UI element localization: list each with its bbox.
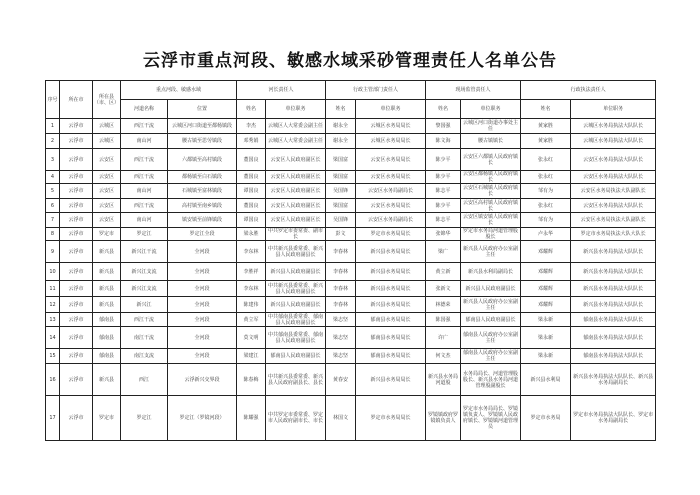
cell-county: 云安区 xyxy=(93,171,121,184)
cell-chief-unit: 郁南县人民政府副县长 xyxy=(266,349,326,364)
cell-site-name: 罗镜镇政府罗镜镇负责人 xyxy=(426,396,461,441)
cell-county: 云安区 xyxy=(93,199,121,213)
cell-admin-unit: 郁南县水务局局长 xyxy=(356,349,426,364)
cell-admin-name: 梁志坚 xyxy=(326,313,356,327)
header-seq: 序号 xyxy=(46,81,60,119)
cell-county: 云城区 xyxy=(93,119,121,134)
cell-site-name: 梁广 xyxy=(426,241,461,263)
cell-seq: 1 xyxy=(46,119,60,134)
cell-seq: 16 xyxy=(46,364,60,396)
cell-site-unit: 水务局局长、河道管理股股长、新兴县水务局河道管理股副股长 xyxy=(461,364,521,396)
cell-location: 全河段 xyxy=(168,297,237,313)
cell-county: 新兴县 xyxy=(93,364,121,396)
cell-admin-unit: 云安区水务局副局长 xyxy=(356,213,426,228)
cell-admin-unit: 新兴县水务局局长 xyxy=(356,364,426,396)
cell-enforce-name: 张永红 xyxy=(521,149,571,171)
cell-admin-unit: 云安区水务局副局长 xyxy=(356,184,426,199)
header-location: 位置 xyxy=(168,100,237,119)
cell-site-name: 陈少平 xyxy=(426,199,461,213)
cell-enforce-unit: 云安区水务局执法大队队长 xyxy=(571,149,656,171)
page-title: 云浮市重点河段、敏感水域采砂管理责任人名单公告 xyxy=(143,51,557,71)
cell-enforce-unit: 罗定市水务局执法大队大队长 xyxy=(571,228,656,241)
table-row xyxy=(46,349,656,364)
cell-chief-name: 陈耀强 xyxy=(237,396,266,441)
cell-river-name: 罗定江 xyxy=(121,396,168,441)
cell-river-name: 南江支流 xyxy=(121,349,168,364)
header-admin-dept: 行政主管部门责任人 xyxy=(326,81,426,100)
cell-chief-unit: 中共新兴县委常委、新兴县人民政府副县长 xyxy=(266,281,326,297)
cell-city: 云浮市 xyxy=(60,199,93,213)
cell-enforce-name: 张永红 xyxy=(521,199,571,213)
table-row xyxy=(46,228,656,241)
cell-site-name: 林德荣 xyxy=(426,297,461,313)
cell-chief-name: 莫文明 xyxy=(237,327,266,349)
cell-county: 云城区 xyxy=(93,134,121,149)
cell-admin-name: 黄春安 xyxy=(326,364,356,396)
cell-river-name: 南江干流 xyxy=(121,327,168,349)
cell-chief-unit: 云安区人民政府副区长 xyxy=(266,149,326,171)
table-row xyxy=(46,241,656,263)
header-river-chief: 河长责任人 xyxy=(237,81,326,100)
cell-river-name: 西江干流 xyxy=(121,171,168,184)
cell-admin-name: 梁国富 xyxy=(326,199,356,213)
cell-admin-unit: 云安区水务局局长 xyxy=(356,199,426,213)
cell-admin-unit: 新兴县水务局局长 xyxy=(356,281,426,297)
header-name-4: 姓名 xyxy=(521,100,571,119)
cell-admin-name: 梁志坚 xyxy=(326,349,356,364)
cell-location: 石城镇至富林镇段 xyxy=(168,184,237,199)
cell-site-unit: 腰古镇镇长 xyxy=(461,134,521,149)
table-row xyxy=(46,281,656,297)
header-name-2: 姓名 xyxy=(326,100,356,119)
cell-site-name: 何文杰 xyxy=(426,349,461,364)
cell-site-name: 陈文海 xyxy=(426,134,461,149)
cell-seq: 8 xyxy=(46,228,60,241)
cell-admin-unit: 新兴县水务局局长 xyxy=(356,241,426,263)
cell-admin-unit: 云安区水务局局长 xyxy=(356,149,426,171)
header-city: 所在市 xyxy=(60,81,93,119)
cell-county: 新兴县 xyxy=(93,281,121,297)
header-river-name: 河道名称 xyxy=(121,100,168,119)
cell-chief-name: 邓秀娟 xyxy=(237,134,266,149)
cell-river-name: 新兴江支流 xyxy=(121,281,168,297)
cell-location: 云浮新兴交界段 xyxy=(168,364,237,396)
cell-enforce-unit: 郁南县水务局执法大队队长 xyxy=(571,327,656,349)
cell-seq: 7 xyxy=(46,213,60,228)
header-county: 所在县（市、区） xyxy=(93,81,121,119)
cell-admin-name: 梁国富 xyxy=(326,149,356,171)
cell-site-name: 陈志平 xyxy=(426,184,461,199)
cell-enforce-unit: 新兴县水务局执法大队队长 xyxy=(571,297,656,313)
header-river-group: 重点河段、敏感水域 xyxy=(121,81,237,100)
header-law-enforcement: 行政执法责任人 xyxy=(521,81,656,100)
table-row xyxy=(46,327,656,349)
cell-site-unit: 新兴县人民政府办公室副主任 xyxy=(461,297,521,313)
cell-enforce-name: 张永红 xyxy=(521,171,571,184)
cell-site-unit: 新兴县人民政府办公室副主任 xyxy=(461,241,521,263)
cell-chief-unit: 中共新兴县委常委、新兴县人民政府副县长、县长 xyxy=(266,364,326,396)
cell-enforce-unit: 云城区水务局执法大队队长 xyxy=(571,134,656,149)
cell-chief-unit: 中共郁南县委常委、郁南县人民政府副县长 xyxy=(266,313,326,327)
cell-location: 镇安镇至前锋镇段 xyxy=(168,213,237,228)
cell-admin-unit: 罗定市水务局局长 xyxy=(356,228,426,241)
header-unit-3: 单位职务 xyxy=(461,100,521,119)
cell-site-unit: 云安区高村镇人民政府镇长 xyxy=(461,199,521,213)
cell-city: 云浮市 xyxy=(60,149,93,171)
cell-seq: 2 xyxy=(46,134,60,149)
cell-chief-name: 董国良 xyxy=(237,171,266,184)
cell-seq: 10 xyxy=(46,263,60,281)
cell-enforce-unit: 云安区水务局执法大队队长 xyxy=(571,171,656,184)
cell-site-name: 张锦华 xyxy=(426,228,461,241)
cell-admin-name: 彭文 xyxy=(326,228,356,241)
cell-enforce-name: 邓耀辉 xyxy=(521,263,571,281)
cell-location: 都杨镇至白石镇段 xyxy=(168,171,237,184)
cell-city: 云浮市 xyxy=(60,241,93,263)
cell-seq: 11 xyxy=(46,281,60,297)
cell-river-name: 西江干流 xyxy=(121,199,168,213)
cell-county: 新兴县 xyxy=(93,297,121,313)
cell-location: 全河段 xyxy=(168,281,237,297)
cell-city: 云浮市 xyxy=(60,327,93,349)
cell-city: 云浮市 xyxy=(60,171,93,184)
cell-admin-unit: 郁南县水务局局长 xyxy=(356,327,426,349)
cell-city: 云浮市 xyxy=(60,134,93,149)
cell-city: 云浮市 xyxy=(60,184,93,199)
cell-site-name: 陈志平 xyxy=(426,213,461,228)
cell-river-name: 新兴江 xyxy=(121,297,168,313)
cell-chief-name: 李胜祥 xyxy=(237,263,266,281)
cell-location: 罗定江（罗镜河段） xyxy=(168,396,237,441)
cell-city: 云浮市 xyxy=(60,396,93,441)
table-row xyxy=(46,213,656,228)
cell-site-unit: 新兴县人民政府副县长 xyxy=(461,281,521,297)
cell-river-name: 新兴江支流 xyxy=(121,263,168,281)
cell-city: 云浮市 xyxy=(60,297,93,313)
cell-seq: 6 xyxy=(46,199,60,213)
cell-seq: 12 xyxy=(46,297,60,313)
table-row xyxy=(46,184,656,199)
cell-chief-name: 梁建江 xyxy=(237,349,266,364)
cell-city: 云浮市 xyxy=(60,364,93,396)
cell-seq: 15 xyxy=(46,349,60,364)
cell-site-unit: 云安区镇安镇人民政府镇长 xyxy=(461,213,521,228)
cell-location: 六都镇至高村镇段 xyxy=(168,149,237,171)
cell-chief-unit: 新兴县人民政府副县长 xyxy=(266,297,326,313)
cell-enforce-name: 邹有为 xyxy=(521,184,571,199)
cell-site-unit: 罗定市水务局局长、罗镜镇负责人、罗镜镇人民政府镇长、罗镜镇河道管理员 xyxy=(461,396,521,441)
cell-enforce-unit: 郁南县水务局执法大队队长 xyxy=(571,313,656,327)
cell-river-name: 南山河 xyxy=(121,213,168,228)
cell-enforce-name: 邹有为 xyxy=(521,213,571,228)
cell-site-unit: 新兴县水利局副局长 xyxy=(461,263,521,281)
cell-admin-unit: 云安区水务局局长 xyxy=(356,171,426,184)
cell-seq: 4 xyxy=(46,171,60,184)
cell-county: 新兴县 xyxy=(93,263,121,281)
cell-admin-name: 林国文 xyxy=(326,396,356,441)
cell-site-unit: 郁南县人民政府办公室副主任 xyxy=(461,349,521,364)
cell-admin-name: 李春林 xyxy=(326,281,356,297)
cell-chief-unit: 新兴县人民政府副县长 xyxy=(266,263,326,281)
cell-location: 全河段 xyxy=(168,263,237,281)
cell-county: 新兴县 xyxy=(93,241,121,263)
cell-admin-name: 谢永全 xyxy=(326,134,356,149)
cell-chief-unit: 云城区人大常委会副主任 xyxy=(266,119,326,134)
cell-chief-name: 李东林 xyxy=(237,241,266,263)
table-row xyxy=(46,199,656,213)
cell-chief-name: 董国良 xyxy=(237,199,266,213)
cell-site-unit: 云安区石城镇人民政府镇长 xyxy=(461,184,521,199)
cell-enforce-name: 梁永新 xyxy=(521,327,571,349)
cell-location: 全河段 xyxy=(168,241,237,263)
cell-enforce-unit: 云城区水务局执法大队队长 xyxy=(571,119,656,134)
cell-admin-name: 吴国锋 xyxy=(326,184,356,199)
cell-chief-name: 谭国良 xyxy=(237,213,266,228)
cell-county: 罗定市 xyxy=(93,396,121,441)
cell-admin-unit: 郁南县水务局局长 xyxy=(356,313,426,327)
cell-county: 郁南县 xyxy=(93,349,121,364)
cell-enforce-name: 邓耀辉 xyxy=(521,281,571,297)
cell-enforce-name: 新兴县水利局 xyxy=(521,364,571,396)
header-name-3: 姓名 xyxy=(426,100,461,119)
header-unit-1: 单位职务 xyxy=(266,100,326,119)
cell-enforce-name: 邓耀辉 xyxy=(521,297,571,313)
cell-admin-name: 谢永全 xyxy=(326,119,356,134)
cell-chief-name: 黄立军 xyxy=(237,313,266,327)
cell-seq: 3 xyxy=(46,149,60,171)
cell-admin-name: 李春林 xyxy=(326,297,356,313)
cell-enforce-unit: 罗定市水务局执法大队队长、罗定市水务局副局长 xyxy=(571,396,656,441)
cell-chief-name: 董国良 xyxy=(237,149,266,171)
responsibility-table xyxy=(45,80,656,441)
table-row xyxy=(46,396,656,441)
cell-location: 云城区河口街道至都杨镇段 xyxy=(168,119,237,134)
cell-river-name: 西江干流 xyxy=(121,119,168,134)
cell-chief-unit: 云安区人民政府副区长 xyxy=(266,184,326,199)
cell-river-name: 南山河 xyxy=(121,134,168,149)
cell-chief-unit: 云安区人民政府副区长 xyxy=(266,171,326,184)
cell-city: 云浮市 xyxy=(60,349,93,364)
cell-enforce-unit: 云安区水务局执法大队队长 xyxy=(571,199,656,213)
cell-location: 腰古镇至思劳镇段 xyxy=(168,134,237,149)
cell-seq: 9 xyxy=(46,241,60,263)
table-row xyxy=(46,149,656,171)
table-row xyxy=(46,171,656,184)
cell-site-unit: 郁南县人民政府副县长 xyxy=(461,313,521,327)
cell-enforce-unit: 云安区水务局执法大队副队长 xyxy=(571,213,656,228)
cell-county: 云安区 xyxy=(93,184,121,199)
cell-chief-name: 梁永胜 xyxy=(237,228,266,241)
cell-admin-name: 李春林 xyxy=(326,263,356,281)
cell-county: 云安区 xyxy=(93,213,121,228)
cell-enforce-name: 罗定市水务局 xyxy=(521,396,571,441)
cell-site-name: 陈少平 xyxy=(426,171,461,184)
cell-chief-unit: 云城区人大常委会副主任 xyxy=(266,134,326,149)
cell-location: 高村镇至南乡镇段 xyxy=(168,199,237,213)
cell-enforce-name: 梁永新 xyxy=(521,349,571,364)
cell-site-unit: 罗定市水务局河道管理股股长 xyxy=(461,228,521,241)
cell-location: 全河段 xyxy=(168,313,237,327)
cell-river-name: 西江干流 xyxy=(121,149,168,171)
cell-enforce-name: 梁永新 xyxy=(521,313,571,327)
cell-enforce-unit: 新兴县水务局执法大队队长、新兴县水务局副局长 xyxy=(571,364,656,396)
cell-enforce-name: 黄家胜 xyxy=(521,119,571,134)
cell-location: 全河段 xyxy=(168,349,237,364)
cell-site-unit: 云城区河口街道办事处主任 xyxy=(461,119,521,134)
cell-river-name: 西江 xyxy=(121,364,168,396)
cell-river-name: 西江干流 xyxy=(121,313,168,327)
table-row xyxy=(46,119,656,134)
cell-county: 云安区 xyxy=(93,149,121,171)
cell-river-name: 罗定江 xyxy=(121,228,168,241)
cell-location: 罗定江全段 xyxy=(168,228,237,241)
cell-site-name: 许广 xyxy=(426,327,461,349)
cell-admin-name: 吴国锋 xyxy=(326,213,356,228)
cell-chief-name: 谭国良 xyxy=(237,184,266,199)
cell-river-name: 南山河 xyxy=(121,184,168,199)
cell-county: 郁南县 xyxy=(93,313,121,327)
cell-admin-unit: 新兴县水务局局长 xyxy=(356,297,426,313)
cell-site-unit: 郁南县人民政府办公室副主任 xyxy=(461,327,521,349)
cell-enforce-name: 卢永华 xyxy=(521,228,571,241)
cell-seq: 13 xyxy=(46,313,60,327)
cell-site-name: 张新文 xyxy=(426,281,461,297)
cell-city: 云浮市 xyxy=(60,228,93,241)
cell-chief-unit: 中共新兴县委常委、新兴县人民政府副县长 xyxy=(266,241,326,263)
cell-city: 云浮市 xyxy=(60,281,93,297)
cell-enforce-unit: 云安区水务局执法大队副队长 xyxy=(571,184,656,199)
cell-admin-unit: 云城区水务局局长 xyxy=(356,134,426,149)
cell-city: 云浮市 xyxy=(60,213,93,228)
cell-county: 罗定市 xyxy=(93,228,121,241)
header-name-1: 姓名 xyxy=(237,100,266,119)
cell-chief-name: 李东林 xyxy=(237,281,266,297)
cell-site-name: 陈少平 xyxy=(426,149,461,171)
cell-seq: 17 xyxy=(46,396,60,441)
cell-chief-unit: 中共罗定市委常委、罗定市人民政府副市长、市长 xyxy=(266,396,326,441)
cell-city: 云浮市 xyxy=(60,263,93,281)
cell-site-unit: 云安区六都镇人民政府镇长 xyxy=(461,149,521,171)
cell-admin-name: 梁国富 xyxy=(326,171,356,184)
cell-chief-name: 李杰 xyxy=(237,119,266,134)
cell-chief-unit: 中共郁南县委常委、郁南县人民政府副县长 xyxy=(266,327,326,349)
cell-site-name: 陈国强 xyxy=(426,313,461,327)
cell-enforce-unit: 郁南县水务局执法大队队长 xyxy=(571,349,656,364)
cell-enforce-name: 邓耀辉 xyxy=(521,241,571,263)
cell-site-unit: 云安区都杨镇人民政府镇长 xyxy=(461,171,521,184)
cell-location: 全河段 xyxy=(168,327,237,349)
header-unit-4: 单位职务 xyxy=(571,100,656,119)
cell-enforce-unit: 新兴县水务局执法大队队长 xyxy=(571,263,656,281)
table-row xyxy=(46,313,656,327)
cell-seq: 5 xyxy=(46,184,60,199)
cell-site-name: 黎国强 xyxy=(426,119,461,134)
cell-site-name: 新兴县水务局河道股 xyxy=(426,364,461,396)
cell-city: 云浮市 xyxy=(60,313,93,327)
header-unit-2: 单位职务 xyxy=(356,100,426,119)
cell-river-name: 新兴江干流 xyxy=(121,241,168,263)
cell-admin-name: 梁志坚 xyxy=(326,327,356,349)
cell-chief-name: 陈春梅 xyxy=(237,364,266,396)
table-row xyxy=(46,134,656,149)
cell-chief-unit: 云安区人民政府副区长 xyxy=(266,213,326,228)
cell-admin-unit: 罗定市水务局局长 xyxy=(356,396,426,441)
cell-enforce-unit: 新兴县水务局执法大队队长 xyxy=(571,241,656,263)
cell-seq: 14 xyxy=(46,327,60,349)
cell-chief-unit: 云安区人民政府副区长 xyxy=(266,199,326,213)
cell-chief-name: 陈建伟 xyxy=(237,297,266,313)
cell-site-name: 黄立新 xyxy=(426,263,461,281)
table-row xyxy=(46,364,656,396)
table-row xyxy=(46,263,656,281)
header-site-supervisor: 现场监管责任人 xyxy=(426,81,521,100)
cell-admin-unit: 新兴县水务局局长 xyxy=(356,263,426,281)
table-row xyxy=(46,297,656,313)
cell-admin-name: 李春林 xyxy=(326,241,356,263)
cell-enforce-name: 黄家胜 xyxy=(521,134,571,149)
cell-admin-unit: 云城区水务局局长 xyxy=(356,119,426,134)
cell-enforce-unit: 新兴县水务局执法大队队长 xyxy=(571,281,656,297)
cell-chief-unit: 中共罗定市委常委、副市长 xyxy=(266,228,326,241)
cell-county: 郁南县 xyxy=(93,327,121,349)
cell-city: 云浮市 xyxy=(60,119,93,134)
